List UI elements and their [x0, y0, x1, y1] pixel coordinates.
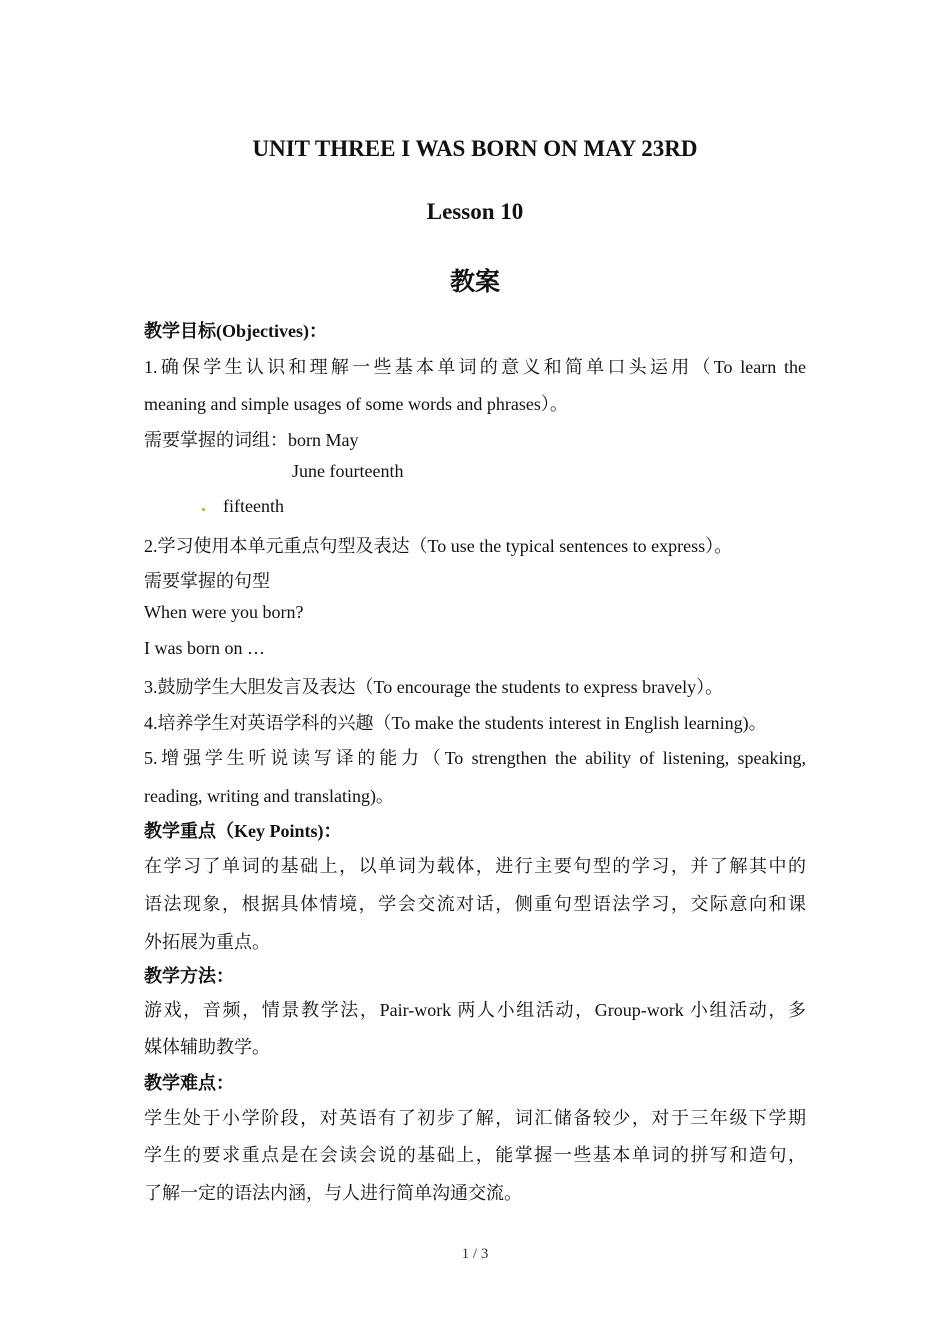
objective-5-line-2: reading, writing and translating)。 [144, 786, 394, 806]
page-number: 1 / 3 [461, 1246, 489, 1262]
methods-line-1: 游戏，音频，情景教学法，Pair-work 两人小组活动，Group-work 小组活动，多 [144, 1000, 806, 1020]
difficulties-line-2: 学生的要求重点是在会读会说的基础上，能掌握一些基本单词的拼写和造句， [144, 1145, 806, 1165]
lesson-title [0, 199, 950, 225]
difficulties-line-3: 了解一定的语法内涵，与人进行简单沟通交流。 [144, 1183, 522, 1203]
difficulties-line-1: 学生处于小学阶段，对英语有了初步了解，词汇储备较少，对于三年级下学期 [144, 1108, 806, 1128]
key-points-heading: 教学重点（Key Points)： [144, 821, 342, 841]
difficulties-heading: 教学难点： [144, 1073, 234, 1093]
edit-mark [202, 508, 205, 511]
document-title: UNIT THREE I WAS BORN ON MAY 23RD [252, 136, 698, 161]
vocabulary-label: 需要掌握的词组：born May [144, 430, 359, 450]
objective-3: 3.鼓励学生大胆发言及表达（To encourage the students to express bravely）。 [144, 677, 724, 697]
methods-line-2: 媒体辅助教学。 [144, 1037, 270, 1057]
vocabulary-line-2: June fourteenth [292, 461, 404, 481]
key-points-line-1: 在学习了单词的基础上，以单词为载体，进行主要句型的学习，并了解其中的 [144, 856, 806, 876]
vocabulary-line-3: fifteenth [223, 496, 284, 516]
methods-heading: 教学方法： [144, 966, 234, 986]
objective-1-line-1: 1.确保学生认识和理解一些基本单词的意义和简单口头运用（To learn the [144, 357, 806, 377]
objective-5-line-1: 5.增强学生听说读写译的能力（To strengthen the ability of listening, speaking, [144, 748, 806, 768]
objective-4: 4.培养学生对英语学科的兴趣（To make the students interest in English learning)。 [144, 713, 767, 733]
sentence-pattern-1: When were you born? [144, 602, 304, 622]
sentence-pattern-2: I was born on … [144, 638, 265, 658]
objective-2: 2.学习使用本单元重点句型及表达（To use the typical sentences to express）。 [144, 536, 733, 556]
objective-1-line-2: meaning and simple usages of some words and phrases）。 [144, 394, 568, 414]
sentence-patterns-label: 需要掌握的句型 [144, 571, 270, 591]
lesson-title-text: Lesson 10 [426, 199, 524, 224]
key-points-line-2: 语法现象，根据具体情境，学会交流对话，侧重句型语法学习，交际意向和课 [144, 894, 806, 914]
document-subtitle: 教案 [449, 269, 500, 296]
key-points-line-3: 外拓展为重点。 [144, 932, 270, 952]
objectives-heading: 教学目标(Objectives)： [144, 321, 327, 341]
